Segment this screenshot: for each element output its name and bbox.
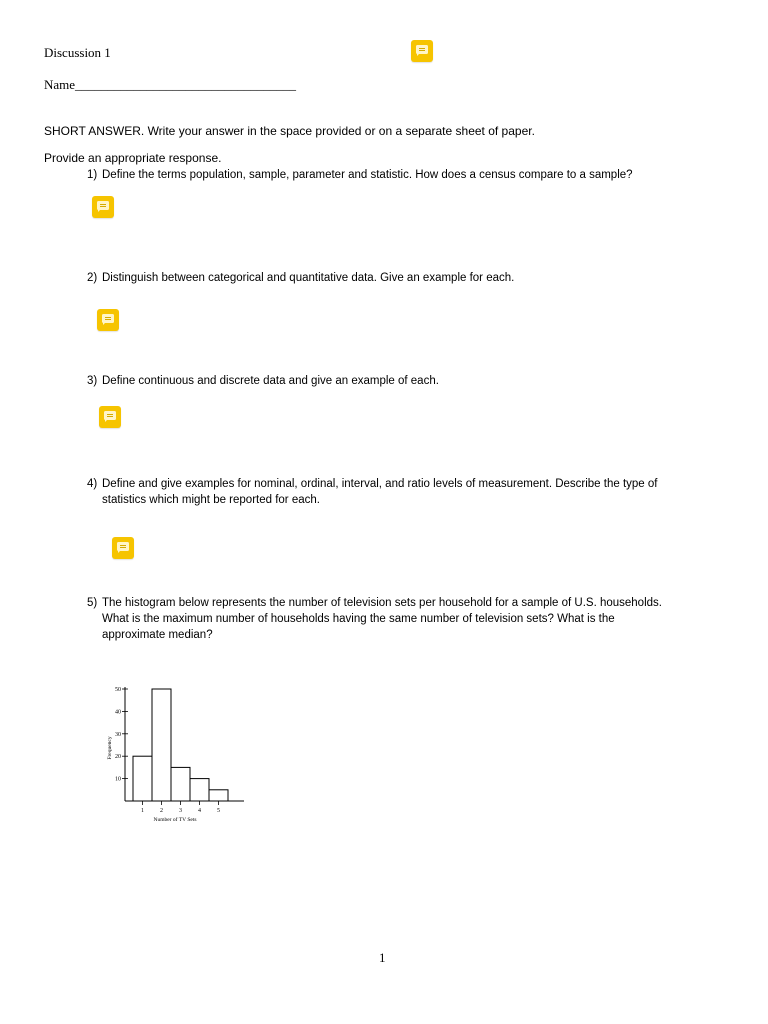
question-text: Define the terms population, sample, parameter and statistic. How does a census compare to a sample? [102, 169, 633, 181]
y-tick-label: 20 [115, 754, 121, 761]
x-tick-label: 2 [160, 808, 163, 814]
comment-icon[interactable] [411, 40, 433, 62]
question-5 [87, 595, 662, 643]
y-tick-label: 30 [115, 731, 121, 738]
histogram-chart [100, 675, 250, 830]
question-number: 3) [87, 375, 98, 387]
question-text: What is the maximum number of households having the same number of television sets? What is the [102, 613, 615, 625]
provide-prompt: Provide an appropriate response. [44, 151, 222, 165]
histogram-bar [171, 767, 190, 801]
instructions: SHORT ANSWER. Write your answer in the space provided or on a separate sheet of paper. [44, 124, 535, 138]
comment-icon[interactable] [112, 537, 134, 559]
question-number: 1) [87, 169, 98, 181]
histogram-bar [133, 756, 152, 801]
question-text: Define and give examples for nominal, ordinal, interval, and ratio levels of measurement. Describe the type of [102, 478, 658, 490]
histogram-bar [209, 790, 228, 801]
x-tick-label: 1 [141, 808, 144, 814]
x-tick-label: 3 [179, 808, 182, 814]
x-axis-label: Number of TV Sets [153, 817, 197, 823]
comment-icon[interactable] [92, 196, 114, 218]
histogram-bar [190, 779, 209, 801]
question-1 [87, 167, 633, 183]
histogram-bar [152, 689, 171, 801]
question-text: approximate median? [102, 629, 213, 641]
y-axis-label: Frequency [107, 736, 113, 760]
question-4 [87, 476, 657, 508]
x-tick-label: 4 [198, 808, 201, 814]
question-number: 2) [87, 272, 98, 284]
comment-icon[interactable] [97, 309, 119, 331]
question-3 [87, 373, 439, 389]
y-tick-label: 50 [115, 687, 121, 693]
document-title: Discussion 1 [44, 45, 111, 60]
y-tick-label: 10 [115, 776, 121, 783]
name-field-line: Name__________________________________ [44, 77, 297, 92]
question-text: Define continuous and discrete data and give an example of each. [102, 375, 439, 387]
question-number: 5) [87, 597, 98, 609]
question-text: Distinguish between categorical and quantitative data. Give an example for each. [102, 272, 515, 284]
y-tick-label: 40 [115, 709, 121, 716]
comment-icon[interactable] [99, 406, 121, 428]
question-2 [87, 270, 514, 286]
x-tick-label: 5 [217, 808, 220, 814]
question-text: The histogram below represents the number of television sets per household for a sample of U.S. households. [102, 597, 662, 609]
page-number: 1 [379, 950, 386, 965]
question-number: 4) [87, 478, 98, 490]
question-text: statistics which might be reported for each. [102, 494, 320, 506]
